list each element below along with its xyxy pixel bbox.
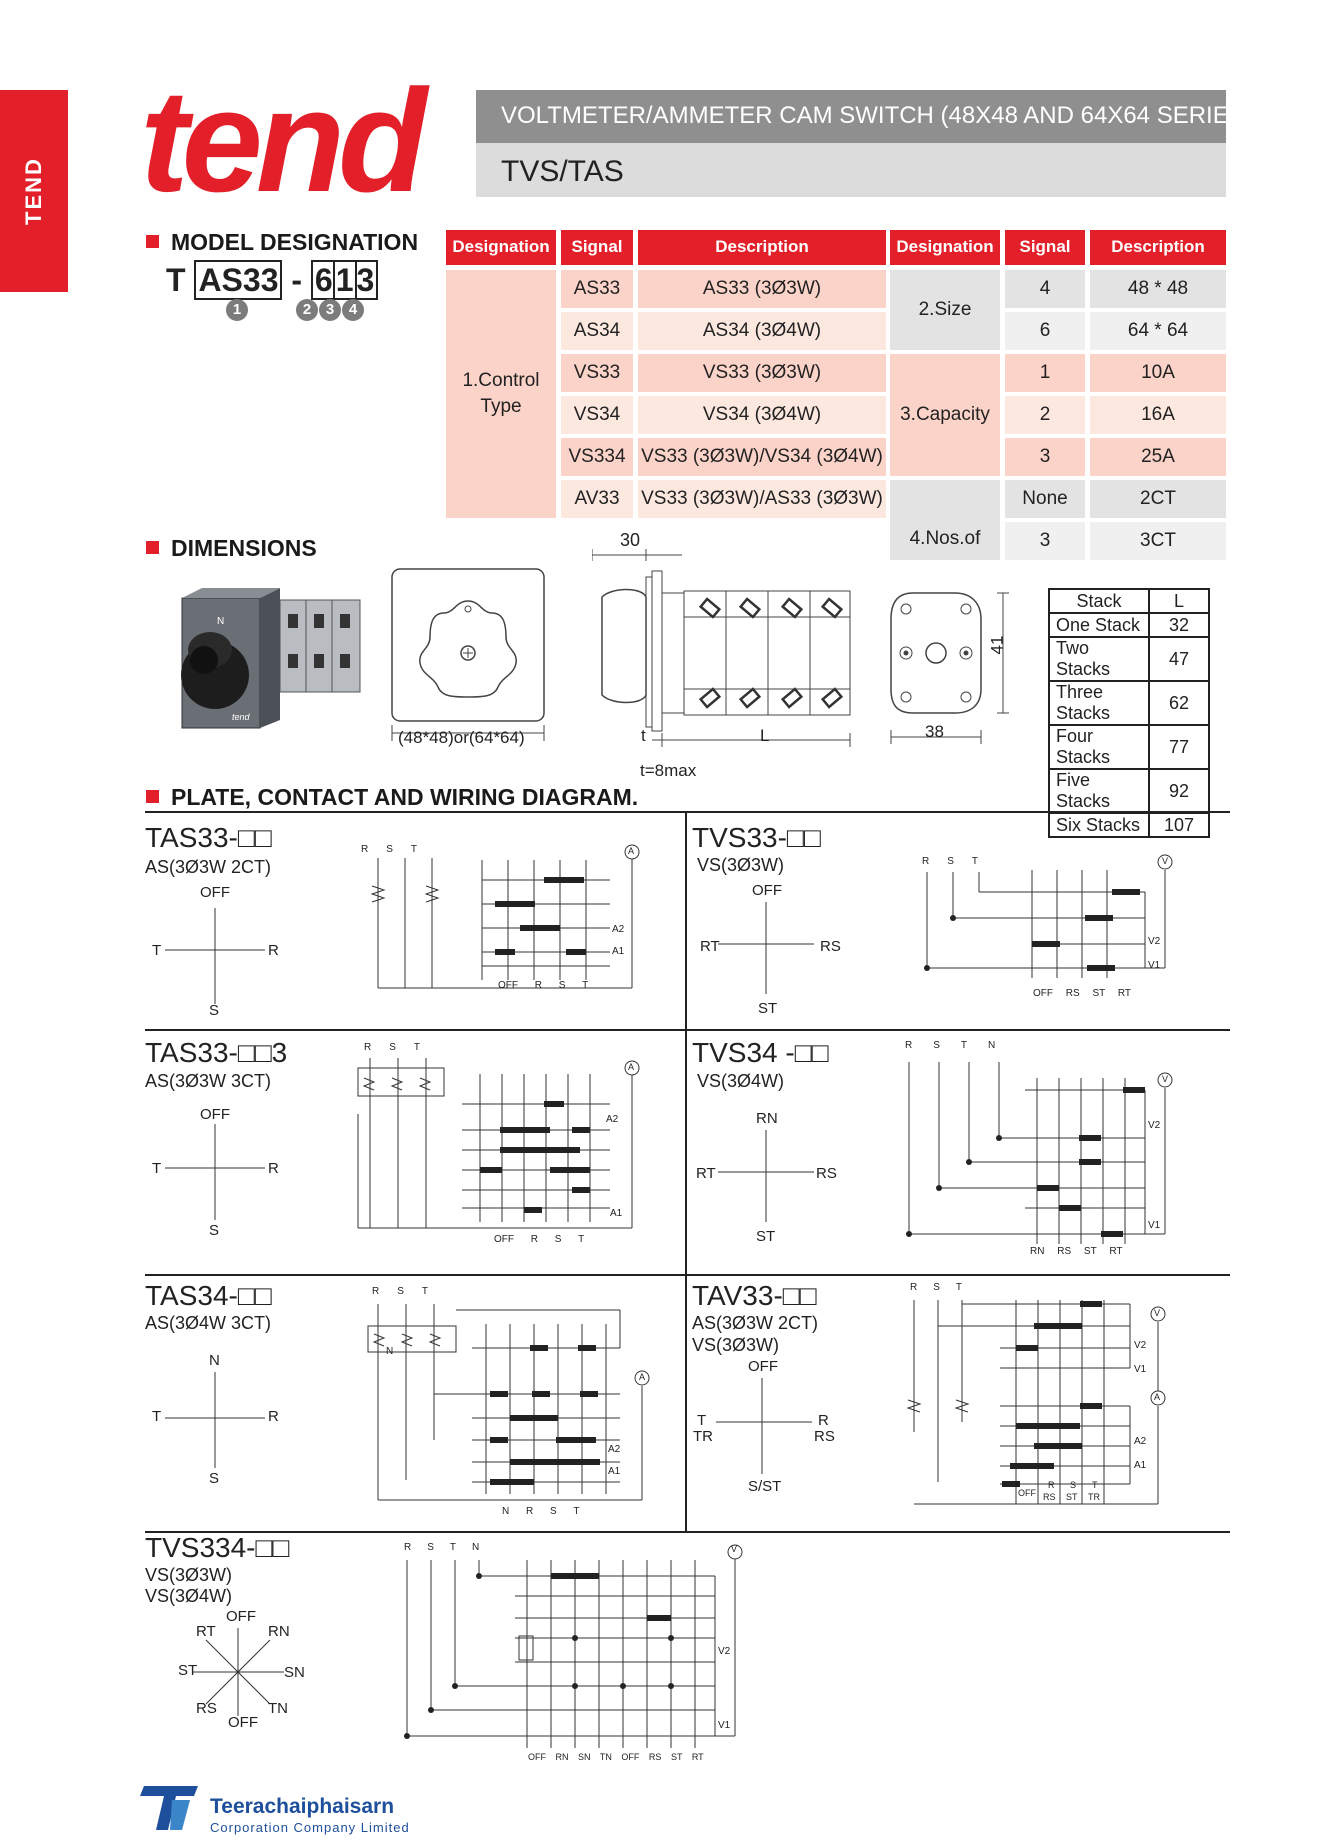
tvs34-pos-right: RS	[816, 1165, 837, 1182]
tas34-out-a2: A2	[608, 1444, 621, 1455]
foot-label: S	[550, 1506, 557, 1517]
term-label: T	[449, 1542, 473, 1553]
front-size-label: (48*48)or(64*64)	[398, 728, 525, 747]
tvs334-meter: V	[731, 1544, 738, 1554]
tvs33-pos-bottom: ST	[758, 1000, 778, 1017]
tas33-pos-bottom: S	[209, 1002, 220, 1019]
foot-label: TN	[599, 1752, 612, 1762]
tvs33-out-v1: V1	[1148, 960, 1161, 971]
term-label: S	[389, 1042, 414, 1053]
tvs334-pos-st: ST	[178, 1662, 198, 1679]
stack-header: Stack	[1049, 589, 1149, 613]
stack-name: Four Stacks	[1049, 725, 1149, 769]
tvs334-pos-tn: TN	[268, 1700, 288, 1717]
control-type-text: 1.Control Type	[462, 370, 540, 417]
tav33-foot-tr: TR	[1088, 1492, 1100, 1502]
tav33-out-a1: A1	[1134, 1460, 1147, 1471]
tvs33-sub: VS(3Ø3W)	[697, 855, 785, 875]
stack-length: 92	[1149, 769, 1209, 813]
tas34-out-a1: A1	[608, 1466, 621, 1477]
cap-desc-2: 25A	[1090, 438, 1226, 476]
stack-name: One Stack	[1049, 613, 1149, 637]
foot-label: RN	[555, 1752, 569, 1762]
ct-desc-3: VS34 (3Ø4W)	[638, 396, 886, 434]
stack-length: 32	[1149, 613, 1209, 637]
tvs34-pos-left: RT	[696, 1165, 716, 1182]
tav33-foot-off: OFF	[1018, 1488, 1036, 1498]
nos-signal-1: 3	[1005, 522, 1085, 560]
tvs334-wiring	[395, 1540, 765, 1760]
th-signal-1: Signal	[561, 230, 633, 265]
side-l-dim: L	[760, 726, 770, 745]
tav33-pos-tr: TR	[693, 1428, 713, 1445]
cap-signal-0: 1	[1005, 354, 1085, 392]
ct-signal-4: VS334	[561, 438, 633, 476]
tvs334-pos-off-top: OFF	[226, 1608, 256, 1625]
term-label: T	[971, 856, 997, 867]
tas33-3-pos-bottom: S	[209, 1222, 220, 1239]
tav33-sub1: AS(3Ø3W 2CT)	[692, 1313, 819, 1333]
side-top-dim: 30	[620, 530, 641, 550]
tas33-pos-right: R	[268, 942, 279, 959]
marker-2: 2	[296, 299, 318, 321]
size-desc-1: 64 * 64	[1090, 312, 1226, 350]
term-label: S	[947, 856, 972, 867]
tav33-title: TAV33-□□	[692, 1280, 817, 1311]
ct-desc-0: AS33 (3Ø3W)	[638, 270, 886, 308]
ct-signal-1: AS34	[561, 312, 633, 350]
svg-text:N: N	[217, 616, 225, 627]
cap-signal-1: 2	[1005, 396, 1085, 434]
foot-label: RT	[691, 1752, 704, 1762]
model-dash: -	[291, 262, 303, 298]
tvs334-sub1: VS(3Ø3W)	[145, 1565, 233, 1585]
stack-name: Six Stacks	[1049, 813, 1149, 837]
tas33-3-pos-left: T	[152, 1160, 162, 1177]
tas33-3-sub: AS(3Ø3W 3CT)	[145, 1071, 272, 1091]
tvs34-cross	[700, 1126, 830, 1236]
foot-label: S	[554, 1234, 562, 1245]
header-title: VOLTMETER/AMMETER CAM SWITCH (48X48 AND 64X64 SERIES)	[501, 102, 1253, 129]
tas33-terms	[361, 844, 435, 855]
rear-width-dim: 38	[925, 722, 944, 741]
marker-4: 4	[342, 299, 364, 321]
capacity-label: 3.Capacity	[890, 354, 1000, 476]
stack-name: Five Stacks	[1049, 769, 1149, 813]
size-signal-1: 6	[1005, 312, 1085, 350]
ct-desc-2: VS33 (3Ø3W)	[638, 354, 886, 392]
stack-length: 77	[1149, 725, 1209, 769]
tas33-3-title: TAS33-□□3	[145, 1037, 288, 1068]
foot-label: R	[530, 1234, 539, 1245]
term-label: R	[361, 844, 387, 855]
term-label: T	[410, 844, 436, 855]
term-label: N	[988, 1040, 1017, 1051]
ct-signal-5: AV33	[561, 480, 633, 518]
th-description-2: Description	[1090, 230, 1226, 265]
tas33-3-pos-right: R	[268, 1160, 279, 1177]
foot-label: OFF	[528, 1752, 546, 1762]
foot-label: T	[573, 1506, 580, 1517]
l-header: L	[1149, 589, 1209, 613]
foot-label: OFF	[621, 1752, 640, 1762]
tas34-pos-top: N	[209, 1352, 220, 1369]
term-label: T	[955, 1282, 979, 1293]
brand-logo: tend	[140, 59, 421, 222]
term-label: T	[421, 1286, 447, 1297]
term-label: R	[364, 1042, 390, 1053]
foot-label: S	[558, 980, 566, 991]
side-tab-label: TEND	[21, 157, 46, 225]
tas33-3-foot	[494, 1234, 584, 1245]
size-label: 2.Size	[890, 270, 1000, 350]
tas34-pos-left: T	[152, 1408, 162, 1425]
ct-desc-1: AS34 (3Ø4W)	[638, 312, 886, 350]
tas33-3-out-a1: A1	[610, 1208, 623, 1219]
tas33-3-wiring	[352, 1044, 652, 1244]
tvs334-pos-sn: SN	[284, 1664, 305, 1681]
tav33-pos-bottom: S/ST	[748, 1478, 782, 1495]
tvs34-terms	[905, 1040, 1016, 1051]
marker-3: 3	[319, 299, 341, 321]
foot-label: RT	[1109, 1246, 1123, 1257]
foot-label: RN	[1030, 1246, 1045, 1257]
th-description-1: Description	[638, 230, 886, 265]
tav33-pos-top: OFF	[748, 1358, 778, 1375]
foot-label: R	[534, 980, 543, 991]
tav33-foot-st: ST	[1066, 1492, 1078, 1502]
nos-signal-0: None	[1005, 480, 1085, 518]
svg-text:tend: tend	[232, 712, 250, 722]
ct-signal-2: VS33	[561, 354, 633, 392]
term-label: R	[922, 856, 948, 867]
model-part2: 6	[314, 262, 333, 298]
cap-desc-1: 16A	[1090, 396, 1226, 434]
tas34-wiring	[360, 1290, 660, 1510]
term-label: S	[397, 1286, 422, 1297]
tas34-pos-bottom: S	[209, 1470, 220, 1487]
tvs33-pos-left: RT	[700, 938, 720, 955]
tvs34-wiring	[895, 1048, 1195, 1248]
tav33-terms	[910, 1282, 978, 1293]
tvs33-meter: V	[1162, 856, 1169, 866]
tas33-title: TAS33-□□	[145, 822, 272, 853]
tav33-wiring	[900, 1282, 1190, 1522]
size-signal-0: 4	[1005, 270, 1085, 308]
tvs33-title: TVS33-□□	[692, 822, 821, 853]
tas33-3-terms	[364, 1042, 438, 1053]
tas33-3-meter: A	[628, 1062, 635, 1072]
term-label: R	[372, 1286, 398, 1297]
stack-length: 62	[1149, 681, 1209, 725]
company-logo-icon	[140, 1782, 202, 1834]
tav33-sub2: VS(3Ø3W)	[692, 1335, 780, 1355]
tvs334-pos-rt: RT	[196, 1623, 216, 1640]
th-designation-2: Designation	[890, 230, 1000, 265]
foot-label: ST	[1092, 988, 1106, 999]
model-part1: AS33	[194, 260, 282, 300]
foot-label: OFF	[1033, 988, 1053, 999]
nos-desc-0: 2CT	[1090, 480, 1226, 518]
tvs334-pos-rn: RN	[268, 1623, 290, 1640]
tav33-foot-t: T	[1092, 1480, 1098, 1490]
tas33-sub: AS(3Ø3W 2CT)	[145, 857, 272, 877]
tvs33-out-v2: V2	[1148, 936, 1161, 947]
tas34-pos-right: R	[268, 1408, 279, 1425]
tas34-terms	[372, 1286, 446, 1297]
tav33-out-v1: V1	[1134, 1364, 1147, 1375]
tas33-3-out-a2: A2	[606, 1114, 619, 1125]
tas33-foot	[498, 980, 588, 991]
foot-label: ST	[670, 1752, 683, 1762]
t-max-label: t=8max	[640, 761, 697, 780]
foot-label: RS	[1057, 1246, 1072, 1257]
tvs334-pos-off-bottom: OFF	[228, 1714, 258, 1731]
tas33-pos-left: T	[152, 942, 162, 959]
tvs34-out-v2: V2	[1148, 1120, 1161, 1131]
tvs334-out-v1: V1	[718, 1720, 731, 1731]
marker-1: 1	[226, 299, 248, 321]
tas33-out-a1: A1	[612, 946, 625, 957]
tvs34-foot	[1030, 1246, 1122, 1257]
tvs334-sub2: VS(3Ø4W)	[145, 1586, 233, 1606]
ct-signal-3: VS34	[561, 396, 633, 434]
nos-label: 4.Nos.of	[890, 480, 1000, 560]
tav33-out-v2: V2	[1134, 1340, 1147, 1351]
tas33-meter: A	[628, 846, 635, 856]
model-heading-text: MODEL DESIGNATION	[171, 229, 419, 255]
tav33-pos-r: R	[818, 1412, 829, 1429]
term-label: R	[910, 1282, 934, 1293]
tvs334-out-v2: V2	[718, 1646, 731, 1657]
tvs34-sub: VS(3Ø4W)	[697, 1071, 785, 1091]
dimensions-heading-text: DIMENSIONS	[171, 535, 317, 561]
tvs34-out-v1: V1	[1148, 1220, 1161, 1231]
foot-label: RT	[1117, 988, 1132, 999]
tas33-cross	[150, 900, 280, 1010]
tas33-out-a2: A2	[612, 924, 625, 935]
stack-length: 47	[1149, 637, 1209, 681]
ct-desc-5: VS33 (3Ø3W)/AS33 (3Ø3W)	[638, 480, 886, 518]
foot-label: OFF	[498, 980, 518, 991]
model-part3: 1	[333, 262, 357, 298]
term-label: N	[472, 1542, 496, 1553]
tvs334-title: TVS334-□□	[145, 1532, 290, 1563]
tvs34-pos-bottom: ST	[756, 1228, 776, 1245]
tas34-term-n: N	[386, 1346, 394, 1357]
tvs334-pos-rs: RS	[196, 1700, 217, 1717]
model-prefix: T	[166, 262, 186, 298]
tav33-foot-rs: RS	[1043, 1492, 1056, 1502]
stack-name: Two Stacks	[1049, 637, 1149, 681]
tvs33-pos-top: OFF	[752, 882, 782, 899]
term-label: S	[933, 1282, 956, 1293]
tvs34-meter: V	[1162, 1074, 1169, 1084]
tav33-foot-r: R	[1048, 1480, 1055, 1490]
tvs334-terms	[404, 1542, 495, 1553]
tav33-pos-rs: RS	[814, 1428, 835, 1445]
company-name: Teerachaiphaisarn	[210, 1795, 395, 1818]
cap-desc-0: 10A	[1090, 354, 1226, 392]
tas34-cross	[150, 1368, 280, 1478]
term-label: T	[413, 1042, 439, 1053]
tas34-title: TAS34-□□	[145, 1280, 272, 1311]
rear-height-dim: 41	[987, 635, 1007, 655]
foot-label: N	[502, 1506, 510, 1517]
cap-signal-2: 3	[1005, 438, 1085, 476]
term-label: S	[933, 1040, 961, 1051]
term-label: R	[404, 1542, 428, 1553]
term-label: S	[386, 844, 411, 855]
tvs33-terms	[922, 856, 996, 867]
term-label: T	[960, 1040, 989, 1051]
foot-label: RS	[1065, 988, 1080, 999]
foot-label: OFF	[494, 1234, 514, 1245]
th-designation-1: Designation	[446, 230, 556, 265]
foot-label: R	[526, 1506, 534, 1517]
tas34-sub: AS(3Ø4W 3CT)	[145, 1313, 272, 1333]
tas33-3-pos-top: OFF	[200, 1106, 230, 1123]
stack-length: 107	[1149, 813, 1209, 837]
foot-label: RS	[648, 1752, 662, 1762]
side-t-dim: t	[641, 726, 646, 745]
header-subtitle: TVS/TAS	[501, 155, 624, 188]
tav33-out-a2: A2	[1134, 1436, 1147, 1447]
tas33-pos-top: OFF	[200, 884, 230, 901]
tvs334-foot	[528, 1752, 704, 1762]
tvs33-foot	[1033, 988, 1131, 999]
term-label: R	[905, 1040, 934, 1051]
ct-signal-0: AS33	[561, 270, 633, 308]
term-label: S	[427, 1542, 450, 1553]
wiring-heading-text: PLATE, CONTACT AND WIRING DIAGRAM.	[171, 784, 639, 810]
tav33-meter-v: V	[1154, 1308, 1161, 1318]
foot-label: T	[582, 980, 589, 991]
foot-label: ST	[1083, 1246, 1097, 1257]
th-signal-2: Signal	[1005, 230, 1085, 265]
nos-desc-1: 3CT	[1090, 522, 1226, 560]
tav33-meter-a: A	[1154, 1392, 1161, 1402]
tav33-foot-s: S	[1070, 1480, 1077, 1490]
tas34-foot	[502, 1506, 579, 1517]
tvs34-title: TVS34 -□□	[692, 1037, 829, 1068]
tvs33-pos-right: RS	[820, 938, 841, 955]
stack-name: Three Stacks	[1049, 681, 1149, 725]
tvs34-pos-top: RN	[756, 1110, 778, 1127]
tav33-cross	[700, 1374, 830, 1484]
foot-label: SN	[578, 1752, 591, 1762]
tav33-pos-t: T	[697, 1412, 707, 1429]
foot-label: T	[578, 1234, 585, 1245]
company-subtitle: Corporation Company Limited	[210, 1820, 410, 1835]
tas33-3-cross	[150, 1116, 280, 1226]
tas34-meter: A	[639, 1372, 646, 1382]
model-part4: 3	[356, 262, 375, 298]
size-desc-0: 48 * 48	[1090, 270, 1226, 308]
ct-desc-4: VS33 (3Ø3W)/VS34 (3Ø4W)	[638, 438, 886, 476]
